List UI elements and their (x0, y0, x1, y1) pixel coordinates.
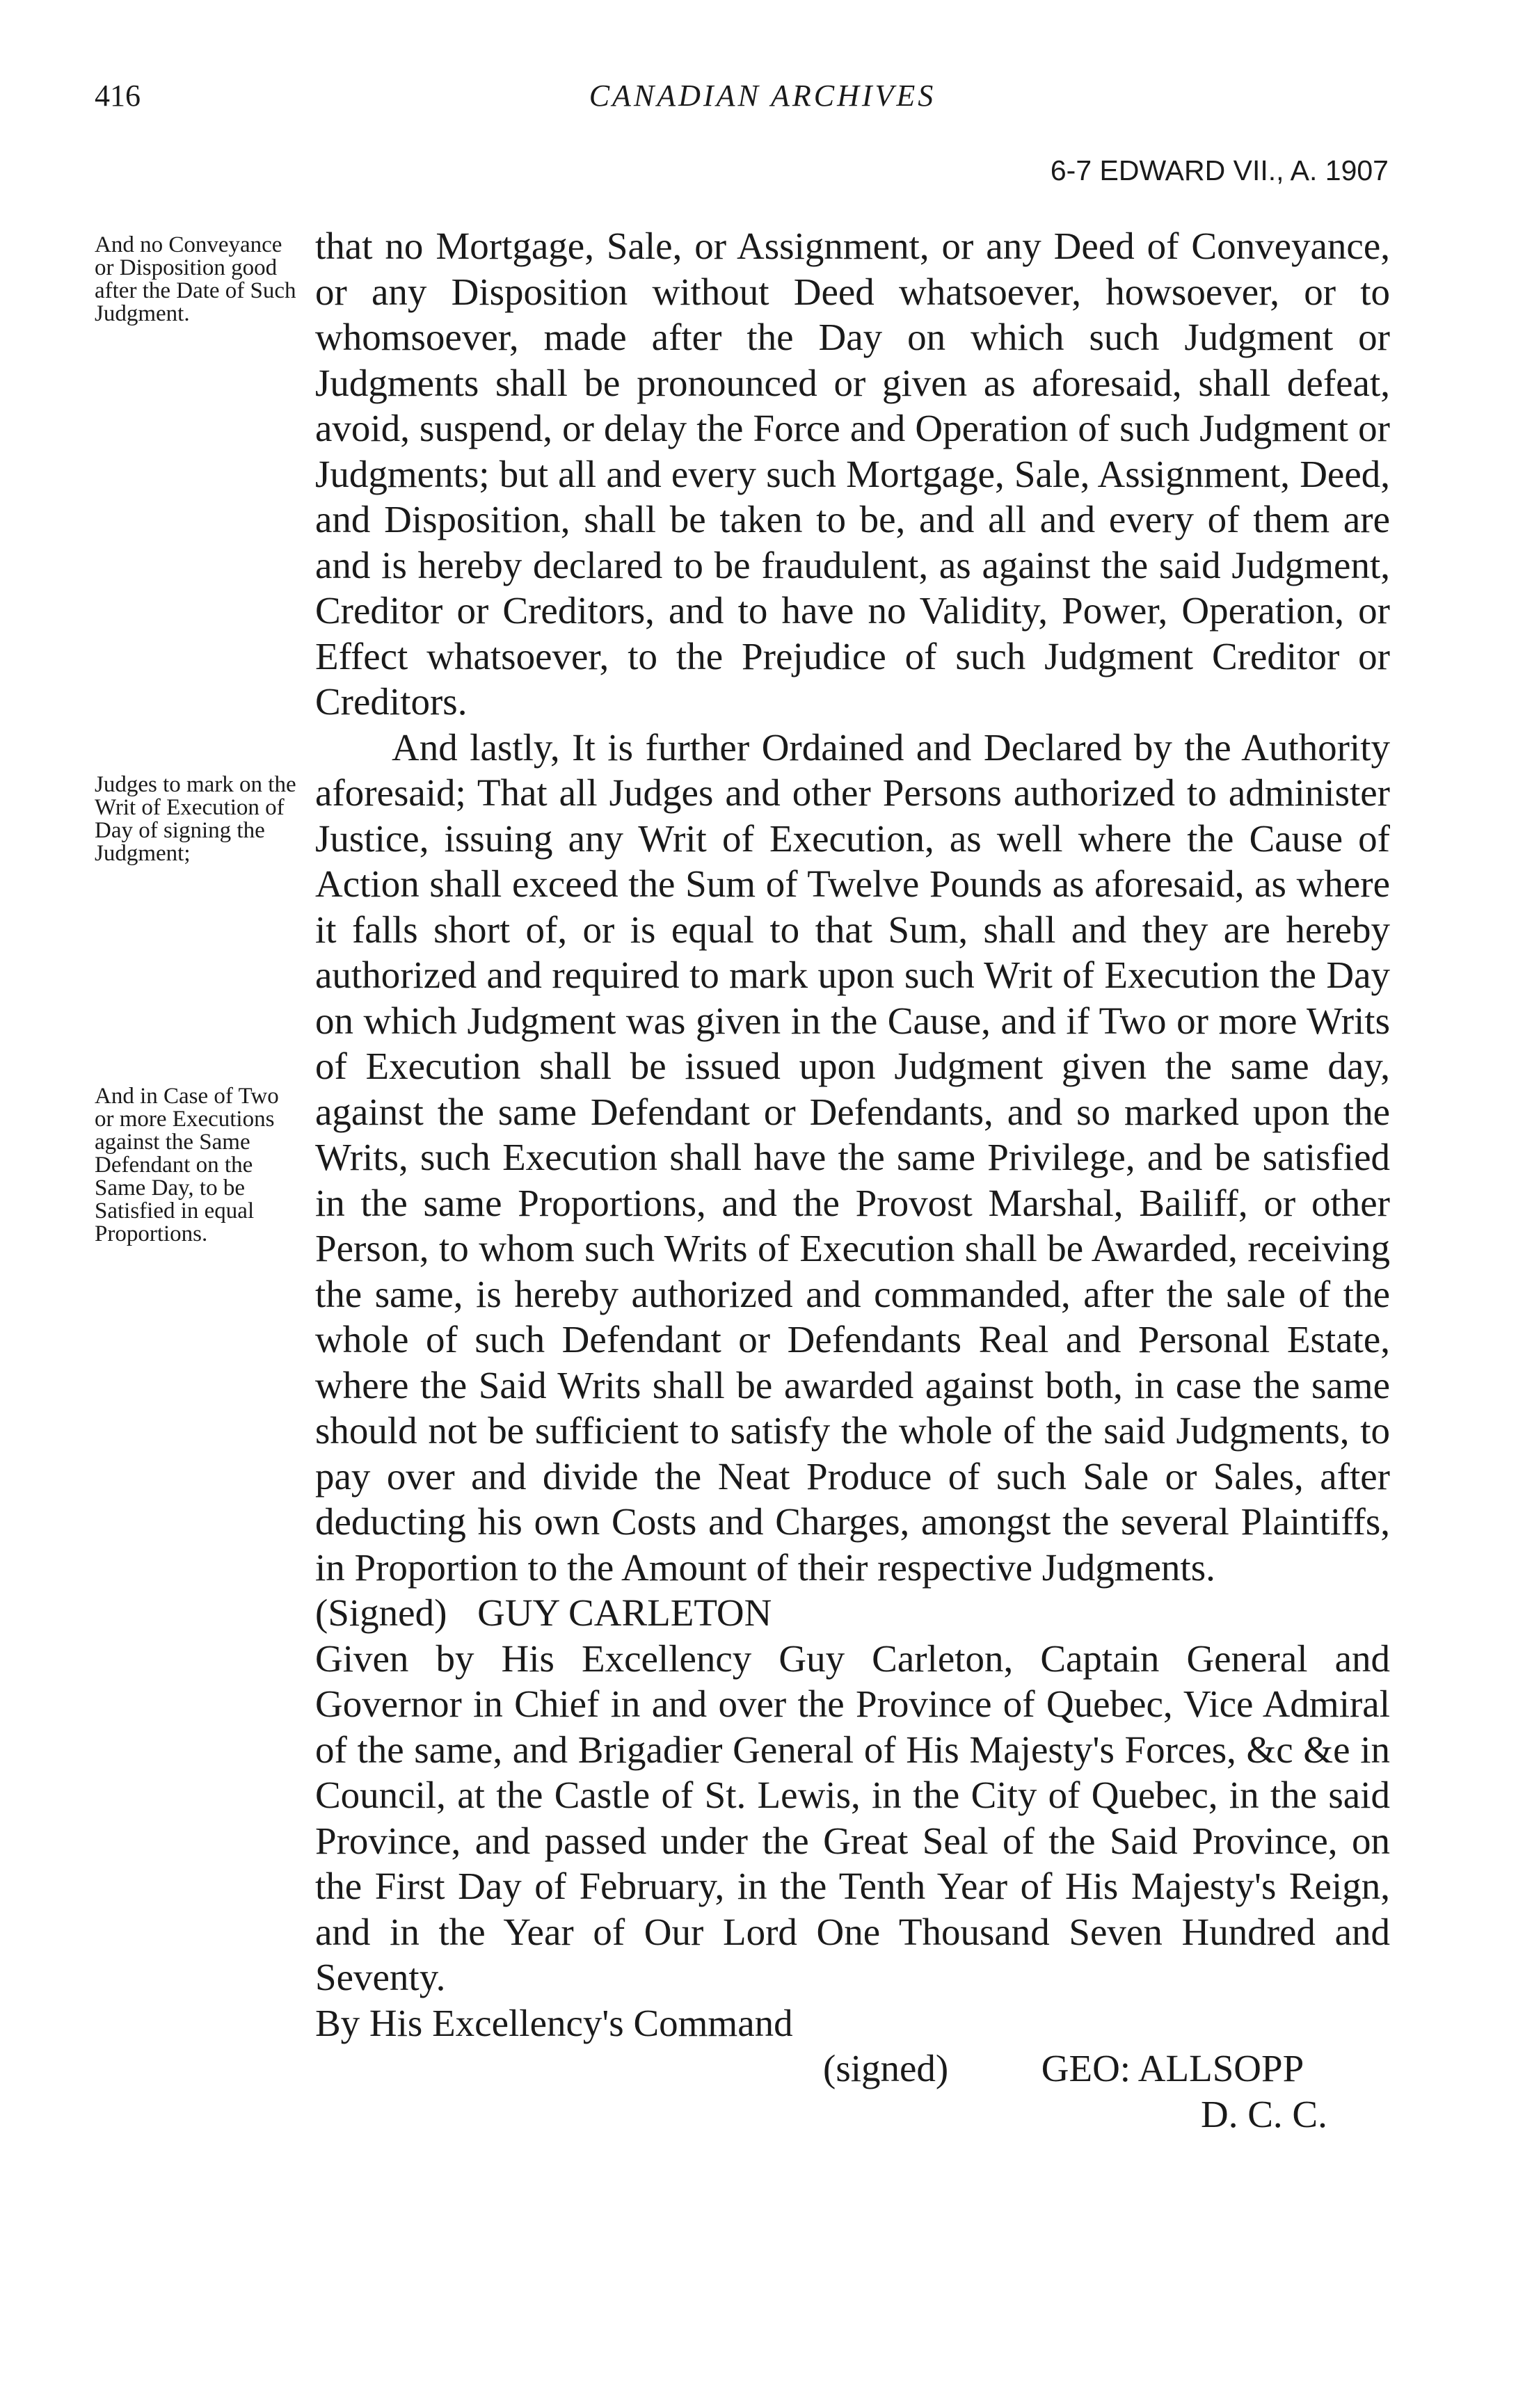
margin-note-judges-mark-writ: Judges to mark on the Writ of Execution of Day of signing the Judgment; (95, 772, 296, 866)
paragraph-writ-of-execution: And lastly, It is further Ordained and Declared by the Authority aforesaid; That all Judges and other Persons authorized to administer Justice, issuing any Writ of Execution, as well where the Cause of Action shall exceed the Sum of Twelve Pounds as aforesaid, as where it falls short of, or is equal to that Sum, shall and they are hereby authorized and required to mark upon such Writ of Execution the Day on which Judgment was given in the Cause, and if Two or more Writs of Execution shall be issued upon Judgment given the same day, against the same Defendant or Defendants, and so marked upon the Writs, such Execution shall have the same Privilege, and be satisfied in the same Proportions, and the Provost Marshal, Bailiff, or other Person, to whom such Writs of Execution shall be Awarded, receiving the same, is hereby authorized and commanded, after the sale of the whole of such Defendant or Defendants Real and Personal Estate, where the Said Writs shall be awarded against both, in case the same should not be sufficient to satisfy the whole of the said Judgments, to pay over and divide the Neat Produce of such Sale or Sales, after deducting his own Costs and Charges, amongst the several Plaintiffs, in Proportion to the Amount of their respective Judgments. (315, 725, 1390, 1589)
command-line: By His Excellency's Command (315, 2001, 793, 2044)
signature-allsopp (315, 2046, 1390, 2092)
signed-label: (Signed) (315, 1591, 447, 1634)
signature-carleton (315, 1590, 1390, 1636)
margin-note-no-conveyance: And no Conveyance or Disposition good after the Date of Such Judgment. (95, 232, 296, 326)
given-by-paragraph: Given by His Excellency Guy Carleton, Captain General and Governor in Chief in and over the Province of Quebec, Vice Admiral of the same, and Brigadier General of His Majesty's Forces, &c &e in Council, at the Castle of St. Lewis, in the City of Quebec, in the said Province, and passed under the Great Seal of the Said Province, on the First Day of February, in the Tenth Year of His Majesty's Reign, and in the Year of Our Lord One Thousand Seven Hundred and Seventy. (315, 1637, 1390, 1998)
signed-label: (signed) (823, 2047, 949, 2089)
paragraph-mortgage-fraudulent: that no Mortgage, Sale, or Assignment, or any Deed of Conveyance, or any Disposition without Deed whatsoever, howsoever, or to whomsoever, made after the Day on which such Judgment or Judgments shall be pronounced or given as aforesaid, shall defeat, avoid, suspend, or delay the Force and Operation of such Judgment or Judgments; but all and every such Mortgage, Sale, Assignment, Deed, and Disposition, shall be taken to be, and all and every of them are and is hereby declared to be fraudulent, as against the said Judgment, Creditor or Creditors, and to have no Validity, Power, Operation, or Effect whatsoever, to the Prejudice of such Judgment Creditor or Creditors. (315, 225, 1390, 723)
margin-note-two-executions: And in Case of Two or more Executions against the Same Defendant on the Same Day, to be Satisfied in equal Proportions. (95, 1084, 279, 1246)
body-text (315, 223, 1390, 2137)
signatory-name: GUY CARLETON (477, 1591, 772, 1634)
page-number: 416 (95, 79, 141, 113)
running-title: CANADIAN ARCHIVES (589, 79, 936, 113)
signatory-name: GEO: ALLSOPP (1041, 2047, 1304, 2089)
session-reference: 6-7 EDWARD VII., A. 1907 (1050, 154, 1389, 186)
signatory-office: D. C. C. (1201, 2092, 1327, 2135)
